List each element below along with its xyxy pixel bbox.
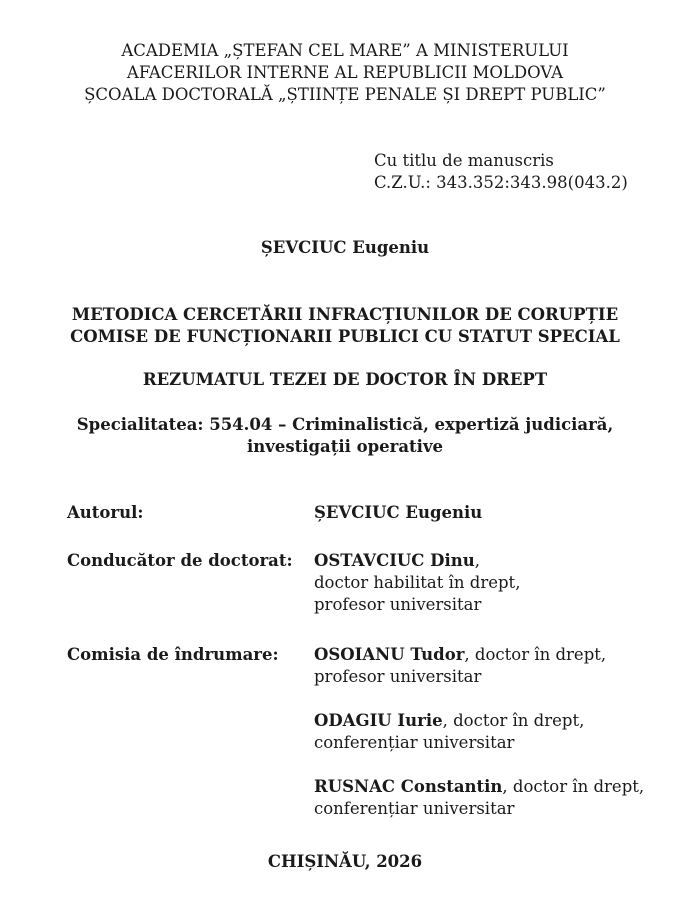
author-name: ȘEVCIUC Eugeniu (314, 503, 483, 522)
committee-member-rank: conferențiar universitar (314, 733, 515, 752)
author-value (314, 502, 674, 524)
committee-member-rank: conferențiar universitar (314, 799, 515, 818)
manuscript-block (374, 150, 628, 194)
committee-member-title: , doctor în drept, (464, 645, 607, 664)
city-year: CHIȘINĂU, 2026 (267, 852, 423, 871)
supervisor-label: Conducător de doctorat: (67, 551, 293, 570)
committee-member-name: OSOIANU Tudor (314, 645, 465, 664)
specialty-line-2: investigații operative (246, 437, 444, 456)
committee-member-rank: profesor universitar (314, 667, 482, 686)
thesis-title (0, 304, 690, 348)
committee-member (314, 710, 584, 754)
committee-member-name: ODAGIU Iurie (314, 711, 443, 730)
manuscript-note: Cu titlu de manuscris (374, 151, 554, 170)
specialty (0, 414, 690, 458)
czu-code: C.Z.U.: 343.352:343.98(043.2) (374, 173, 628, 192)
committee-member (314, 644, 606, 688)
committee-member-title: , doctor în drept, (502, 777, 645, 796)
supervisor-separator: , (474, 551, 481, 570)
specialty-line-1: Specialitatea: 554.04 – Criminalistică, expertiză judiciară, (76, 415, 614, 434)
committee-member (314, 776, 644, 820)
supervisor-degree: doctor habilitat în drept, (314, 573, 521, 592)
committee-label: Comisia de îndrumare: (67, 645, 279, 664)
supervisor-name: OSTAVCIUC Dinu (314, 551, 475, 570)
committee-member-name: RUSNAC Constantin (314, 777, 503, 796)
supervisor-value (314, 550, 674, 616)
institution-line-3: ȘCOALA DOCTORALĂ „ȘTIINȚE PENALE ȘI DREPT PUBLIC” (84, 85, 606, 104)
thesis-title-line-2: COMISE DE FUNCȚIONARII PUBLICI CU STATUT SPECIAL (70, 327, 620, 346)
supervisor-rank: profesor universitar (314, 595, 482, 614)
author-label: Autorul: (67, 503, 144, 522)
committee-member-title: , doctor în drept, (442, 711, 585, 730)
institution-line-2: AFACERILOR INTERNE AL REPUBLICII MOLDOVA (126, 63, 564, 82)
institution-line-1: ACADEMIA „ȘTEFAN CEL MARE” A MINISTERULUI (121, 41, 569, 60)
institution-header (0, 40, 690, 106)
author-name-top: ȘEVCIUC Eugeniu (260, 238, 430, 257)
summary-title: REZUMATUL TEZEI DE DOCTOR ÎN DREPT (142, 370, 548, 389)
thesis-title-line-1: METODICA CERCETĂRII INFRACȚIUNILOR DE CORUPȚIE (71, 305, 619, 324)
